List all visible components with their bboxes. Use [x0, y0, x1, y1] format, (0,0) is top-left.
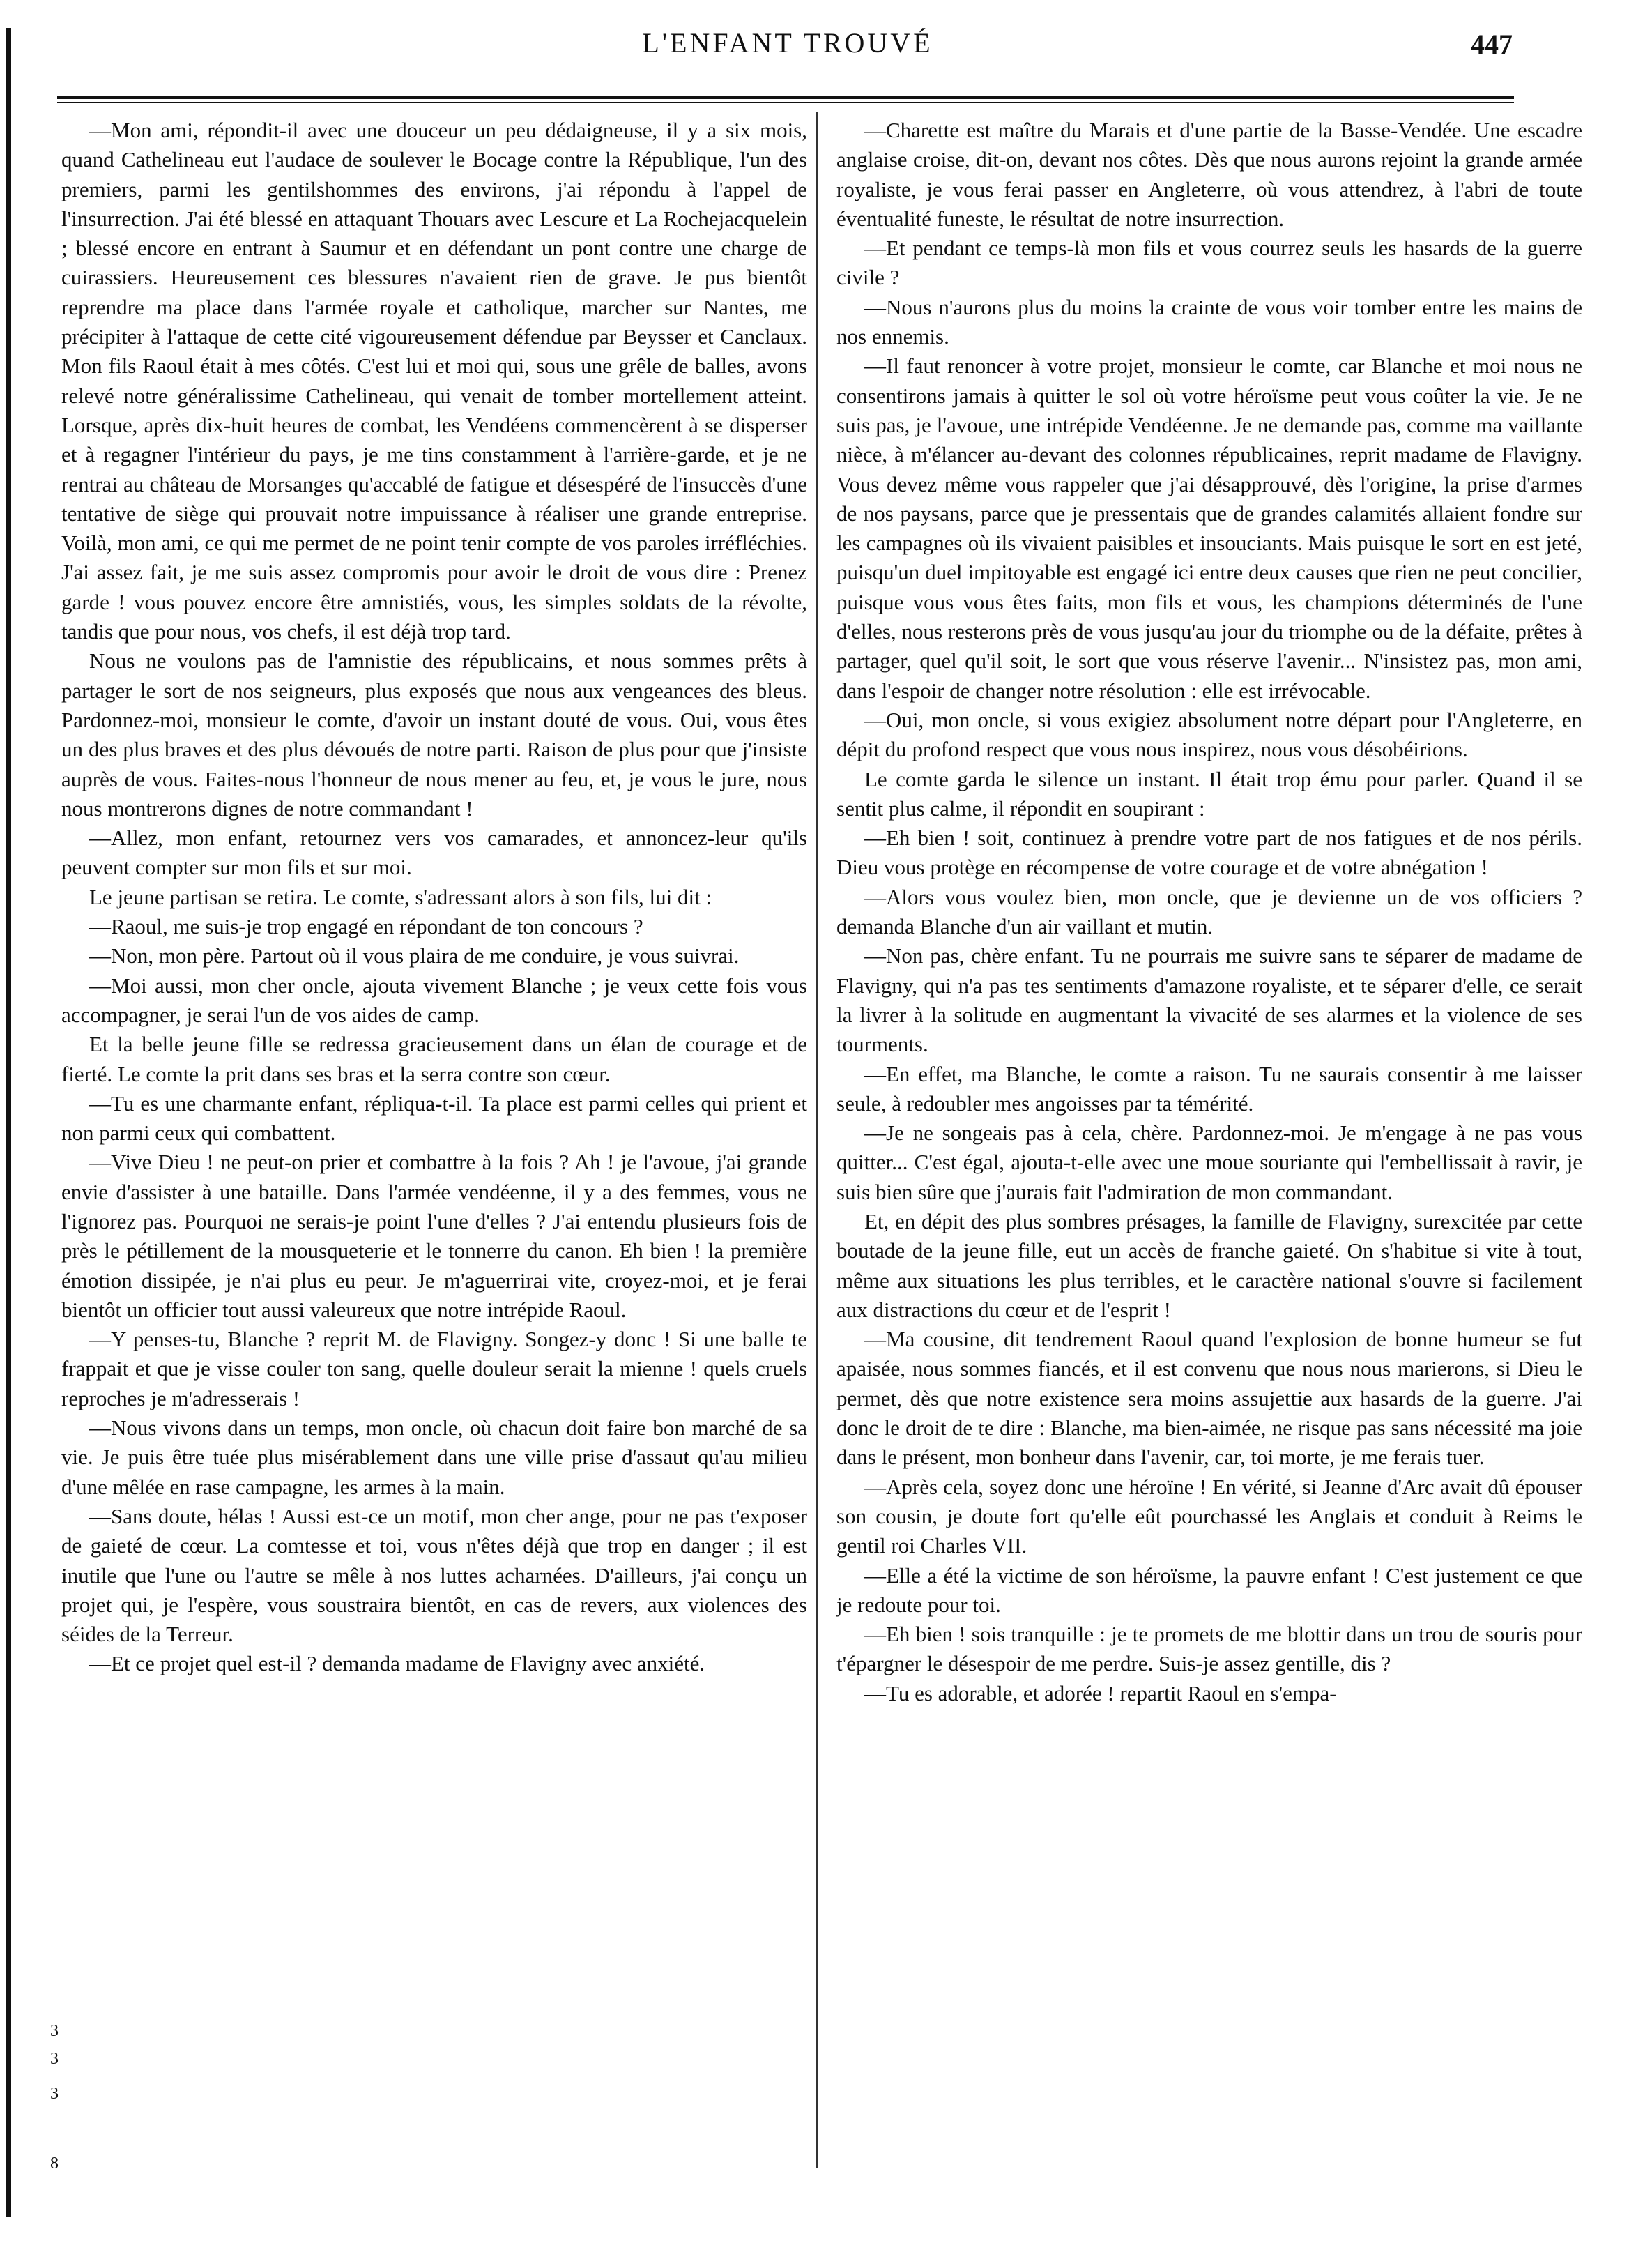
paragraph: —Après cela, soyez donc une héroïne ! En vérité, si Jeanne d'Arc avait dû épouser son cousin, je doute fort qu'elle eût pourchassé les Anglais et conduit à Reims le gentil roi Charles VII.: [836, 1474, 1582, 1558]
paragraph: —Raoul, me suis-je trop engagé en répondant de ton concours ?: [89, 914, 643, 939]
paragraph: —Oui, mon oncle, si vous exigiez absolument notre départ pour l'Angleterre, en dépit du profond respect que vous nous inspirez, nous vous désobéirions.: [836, 707, 1582, 762]
paragraph: Le comte garda le silence un instant. Il était trop ému pour parler. Quand il se sentit plus calme, il répondit en soupirant :: [836, 766, 1582, 821]
paragraph: —Et ce projet quel est-il ? demanda madame de Flavigny avec anxiété.: [89, 1651, 705, 1676]
paragraph: —Alors vous voulez bien, mon oncle, que je devienne un de vos officiers ? demanda Blanche d'un air vaillant et mutin.: [836, 884, 1582, 939]
paragraph: —Vive Dieu ! ne peut-on prier et combattre à la fois ? Ah ! je l'avoue, j'ai grande envie d'assister à une bataille. Dans l'armée vendéenne, il y a des femmes, vous ne l'ignorez pas. Pourquoi ne serais-je point l'une d'elles ? J'ai entendu plusieurs fois de près le pétillement de la mousqueterie et le tonnerre du canon. Eh bien ! la première émotion dissipée, je n'ai plus eu peur. Je m'aguerrirai vite, croyez-moi, et je ferai bientôt un officier tout aussi valeureux que notre intrépide Raoul.: [61, 1150, 807, 1322]
paragraph: —Et pendant ce temps-là mon fils et vous courrez seuls les hasards de la guerre civile ?: [836, 236, 1582, 290]
margin-mark: 3: [50, 2022, 59, 2040]
binding-edge: [6, 28, 11, 2217]
paragraph: —Eh bien ! sois tranquille : je te promets de me blottir dans un trou de souris pour t'épargner le désespoir de me perdre. Suis-je assez gentille, dis ?: [836, 1622, 1582, 1676]
margin-mark: 8: [50, 2154, 59, 2173]
paragraph: —Tu es une charmante enfant, répliqua-t-il. Ta place est parmi celles qui prient et non parmi ceux qui combattent.: [61, 1090, 807, 1146]
column-divider: [816, 112, 818, 2168]
paragraph: —En effet, ma Blanche, le comte a raison. Tu ne saurais consentir à me laisser seule, à redoubler mes angoisses par ta témérité.: [836, 1061, 1582, 1116]
right-column: [836, 116, 1582, 1708]
paragraph: —Nous vivons dans un temps, mon oncle, où chacun doit faire bon marché de sa vie. Je puis être tuée plus misérablement dans une ville prise d'assaut qu'au milieu d'une mêlée en rase campagne, les armes à la main.: [61, 1415, 807, 1499]
paragraph: —Charette est maître du Marais et d'une partie de la Basse-Vendée. Une escadre anglaise croise, dit-on, devant nos côtes. Dès que nous aurons rejoint la grande armée royaliste, je vous ferai passer en Angleterre, où vous attendrez, à l'abri de toute éventualité funeste, le résultat de notre insurrection.: [836, 118, 1582, 231]
paragraph: —Je ne songeais pas à cela, chère. Pardonnez-moi. Je m'engage à ne pas vous quitter... C'est égal, ajouta-t-elle avec une moue souriante qui l'embellissait à ravir, je suis bien sûre que j'aurais fait l'admiration de mon commandant.: [836, 1120, 1582, 1204]
page-number: 447: [1471, 29, 1513, 60]
paragraph: —Allez, mon enfant, retournez vers vos camarades, et annoncez-leur qu'ils peuvent compter sur mon fils et sur moi.: [61, 826, 807, 880]
paragraph: Et la belle jeune fille se redressa gracieusement dans un élan de courage et de fierté. Le comte la prit dans ses bras et la serra contre son cœur.: [61, 1032, 807, 1086]
paragraph: —Il faut renoncer à votre projet, monsieur le comte, car Blanche et moi nous ne consentirons jamais à quitter le sol où votre héroïsme peut vous coûter la vie. Je ne suis pas, je l'avoue, une intrépide Vendéenne. Je ne demande pas, comme ma vaillante nièce, à m'élancer au-devant des colonnes républicaines, reprit madame de Flavigny. Vous devez même vous rappeler que j'ai désapprouvé, dès l'origine, la prise d'armes de nos paysans, parce que je pressentais que de grandes calamités allaient fondre sur les campagnes où ils vivaient paisibles et insouciants. Mais puisque le sort en est jeté, puisqu'un duel impitoyable est engagé ici entre deux causes que rien ne peut concilier, puisque vous vous êtes faits, mon fils et vous, les champions déterminés de l'une d'elles, nous resterons près de vous jusqu'au jour du triomphe ou de la défaite, prêtes à partager, quel qu'il soit, le sort que vous réserve l'avenir... N'insistez pas, mon ami, dans l'espoir de changer notre résolution : elle est irrévocable.: [836, 353, 1582, 703]
margin-mark: 3: [50, 2050, 59, 2068]
paragraph: —Nous n'aurons plus du moins la crainte de vous voir tomber entre les mains de nos ennemis.: [836, 294, 1582, 349]
paragraph: —Y penses-tu, Blanche ? reprit M. de Flavigny. Songez-y donc ! Si une balle te frappait et que je visse couler ton sang, quelle douleur serait la mienne ! quels cruels reproches je m'adresserais !: [61, 1327, 807, 1410]
margin-mark: 3: [50, 2085, 59, 2103]
paragraph: —Sans doute, hélas ! Aussi est-ce un motif, mon cher ange, pour ne pas t'exposer de gaieté de cœur. La comtesse et toi, vous n'êtes déjà que trop en danger ; il est inutile que l'une ou l'autre se mêle à nos luttes acharnées. D'ailleurs, j'ai conçu un projet qui, je l'espère, vous soustraira bientôt, en cas de revers, aux violences des séides de la Terreur.: [61, 1503, 807, 1647]
header-rule-thin: [57, 102, 1514, 103]
page-header: [63, 20, 1513, 89]
header-rule: [57, 96, 1514, 99]
paragraph: Nous ne voulons pas de l'amnistie des républicains, et nous sommes prêts à partager le sort de nos seigneurs, plus exposés que nous aux vengeances des bleus. Pardonnez-moi, monsieur le comte, d'avoir un instant douté de vous. Oui, vous êtes un des plus braves et des plus dévoués de notre parti. Raison de plus pour que j'insiste auprès de vous. Faites-nous l'honneur de nous mener au feu, et, je vous le jure, nous nous montrerons dignes de notre commandant !: [61, 648, 807, 821]
paragraph: —Eh bien ! soit, continuez à prendre votre part de nos fatigues et de nos périls. Dieu vous protège en récompense de votre courage et de votre abnégation !: [836, 826, 1582, 880]
paragraph: Le jeune partisan se retira. Le comte, s'adressant alors à son fils, lui dit :: [89, 884, 712, 909]
running-title: L'ENFANT TROUVÉ: [642, 27, 933, 59]
left-column: [61, 116, 807, 1679]
paragraph: —Non, mon père. Partout où il vous plaira de me conduire, je vous suivrai.: [89, 943, 740, 968]
paragraph: —Mon ami, répondit-il avec une douceur un peu dédaigneuse, il y a six mois, quand Cathelineau eut l'audace de soulever le Bocage contre la République, l'un des premiers, parmi les gentilshommes des environs, j'ai répondu à l'appel de l'insurrection. J'ai été blessé en attaquant Thouars avec Lescure et La Rochejacquelein ; blessé encore en entrant à Saumur et en défendant un pont contre une charge de cuirassiers. Heureusement ces blessures n'avaient rien de grave. Je pus bientôt reprendre ma place dans l'armée royale et catholique, marcher sur Nantes, me précipiter à l'attaque de cette cité vigoureusement défendue par Beysser et Canclaux. Mon fils Raoul était à mes côtés. C'est lui et moi qui, sous une grêle de balles, avons relevé notre généralissime Cathelineau, qui venait de tomber mortellement atteint. Lorsque, après dix-huit heures de combat, les Vendéens commencèrent à se disperser et à regagner l'intérieur du pays, je me tins constamment à l'arrière-garde, et je ne rentrai au château de Morsanges qu'accablé de fatigue et désespéré de l'insuccès d'une tentative de siège qui prouvait notre impuissance à réaliser une grande entreprise. Voilà, mon ami, ce qui me permet de ne point tenir compte de vos paroles irréfléchies. J'ai assez fait, je me suis assez compromis pour avoir le droit de vous dire : Prenez garde ! vous pouvez encore être amnistiés, vous, les simples soldats de la révolte, tandis que pour nous, vos chefs, il est déjà trop tard.: [61, 118, 807, 644]
paragraph: —Tu es adorable, et adorée ! repartit Raoul en s'empa-: [864, 1680, 1337, 1705]
paragraph: —Moi aussi, mon cher oncle, ajouta vivement Blanche ; je veux cette fois vous accompagner, je serai l'un de vos aides de camp.: [61, 973, 807, 1027]
paragraph: —Elle a été la victime de son héroïsme, la pauvre enfant ! C'est justement ce que je redoute pour toi.: [836, 1562, 1582, 1617]
paragraph: —Non pas, chère enfant. Tu ne pourrais me suivre sans te séparer de madame de Flavigny, qui n'a pas tes sentiments d'amazone royaliste, et te séparer d'elle, ce serait la livrer à la solitude en augmentant la vivacité de ses alarmes et la violence de ses tourments.: [836, 943, 1582, 1057]
paragraph: Et, en dépit des plus sombres présages, la famille de Flavigny, surexcitée par cette boutade de la jeune fille, eut un accès de franche gaieté. On s'habitue si vite à tout, même aux situations les plus terribles, et le caractère national s'ouvre si facilement aux distractions du cœur et de l'esprit !: [836, 1208, 1582, 1322]
paragraph: —Ma cousine, dit tendrement Raoul quand l'explosion de bonne humeur se fut apaisée, nous sommes fiancés, et il est convenu que nous nous marierons, si Dieu le permet, dès que notre existence sera moins assujettie aux hasards de la guerre. J'ai donc le droit de te dire : Blanche, ma bien-aimée, ne risque pas sans nécessité ma joie dans le présent, mon bonheur dans l'avenir, car, toi morte, je me ferais tuer.: [836, 1327, 1582, 1470]
